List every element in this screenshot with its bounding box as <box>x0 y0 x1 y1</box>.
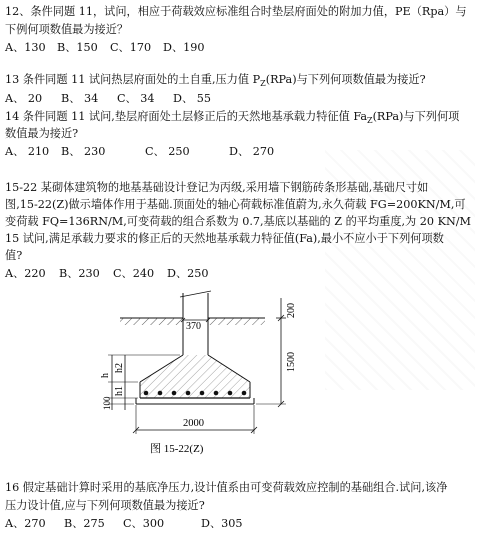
label-h1: h1 <box>114 386 125 396</box>
wall-width-dimension <box>181 318 210 332</box>
q16-option-c: C、300 <box>123 517 165 530</box>
footing <box>136 355 254 404</box>
q14-text-b: (RPa)与下列何项 <box>372 110 460 123</box>
q13-line1 <box>5 73 426 91</box>
q15-line4: 15 试问,满足承载力要求的修正后的天然地基承载力特征值(Fa),最小不应小于下列何项数 <box>5 232 444 245</box>
q16-option-d: D、305 <box>201 517 243 530</box>
q15-options <box>5 267 209 281</box>
q16-option-a: A、270 <box>5 517 46 530</box>
foundation-figure <box>0 290 483 460</box>
q12-option-c: C、170 <box>110 41 152 54</box>
q15-option-b: B、230 <box>59 267 100 280</box>
q15-line3: 变荷载 FQ=136RN/M,可变荷载的组合系数为 0.7,基底以基础的 Z 的平均重度,为 20 KN/M <box>5 215 471 228</box>
q16-option-b: B、275 <box>64 517 105 530</box>
q13-text-b: (RPa)与下列何项数值最为接近? <box>265 73 426 86</box>
q14-option-a: A、 210 <box>5 145 50 158</box>
dim-wall: 370 <box>186 321 201 332</box>
q15-option-a: A、220 <box>5 267 46 280</box>
q13-option-a: A、 20 <box>5 92 43 105</box>
q14-text-a: 14 条件同题 11 试问,垫层府面处土层修正后的天然地基承载力特征值 Fa <box>5 110 367 123</box>
q12-options <box>5 41 205 55</box>
q13-option-d: D、 55 <box>173 92 211 105</box>
q16-line1: 16 假定基础计算时采用的基底净压力,设计值系由可变荷载效应控制的基础组合.试问,该净 <box>5 481 448 494</box>
q13-options <box>5 92 211 106</box>
q15-option-c: C、240 <box>113 267 155 280</box>
q12-option-a: A、130 <box>5 41 46 54</box>
q12-line2: 下例何项数值最为接近？ <box>5 23 129 36</box>
q13-text-a: 13 条件同题 11 试问热层府面处的土自重,压力值 P <box>5 73 261 86</box>
q13-option-c: C、 34 <box>117 92 155 105</box>
q14-option-d: D、 270 <box>229 145 275 158</box>
q12-option-b: B、150 <box>57 41 98 54</box>
q12-option-d: D、190 <box>163 41 205 54</box>
q13-option-b: B、 34 <box>61 92 99 105</box>
width-dimension <box>133 405 257 434</box>
q16-line2: 压力设计值,应与下列何项数值最为接近? <box>5 499 205 512</box>
q15-line2: 图,15-22(Z)做示墙体作用于基础.顶面处的轴心荷载标准值蔚为,永久荷载 FG=200KN/M,可 <box>5 198 466 211</box>
label-h2: h2 <box>114 363 125 373</box>
q14-line1 <box>5 110 459 128</box>
label-100: 100 <box>102 396 112 410</box>
q14-option-b: B、 230 <box>61 145 106 158</box>
q15-option-d: D、250 <box>167 267 209 280</box>
q13-sub: Z <box>260 79 266 89</box>
dim-top: 200 <box>286 303 297 318</box>
label-h: h <box>100 373 111 378</box>
q14-line2: 数值最为接近? <box>5 127 79 140</box>
q12-line1: 12、条件同题 11，试问，相应于荷载效应标准组合时垫层府面处的附加力值，PE（Rpa）与 <box>5 5 467 18</box>
q14-options <box>5 145 274 159</box>
dim-width: 2000 <box>183 418 204 429</box>
q14-option-c: C、 250 <box>145 145 190 158</box>
right-depth-dimensions <box>256 298 297 407</box>
dim-depth: 1500 <box>286 352 297 372</box>
q15-line5: 值? <box>5 249 23 262</box>
figure-caption: 图 15-22(Z) <box>150 443 204 455</box>
q15-line1: 15-22 某砌体建筑物的地基基础设计登记为丙级,采用墙下钢筋砖条形基础,基础尺寸如 <box>5 181 429 194</box>
q16-options <box>5 517 243 531</box>
q14-sub: Z <box>367 116 373 126</box>
